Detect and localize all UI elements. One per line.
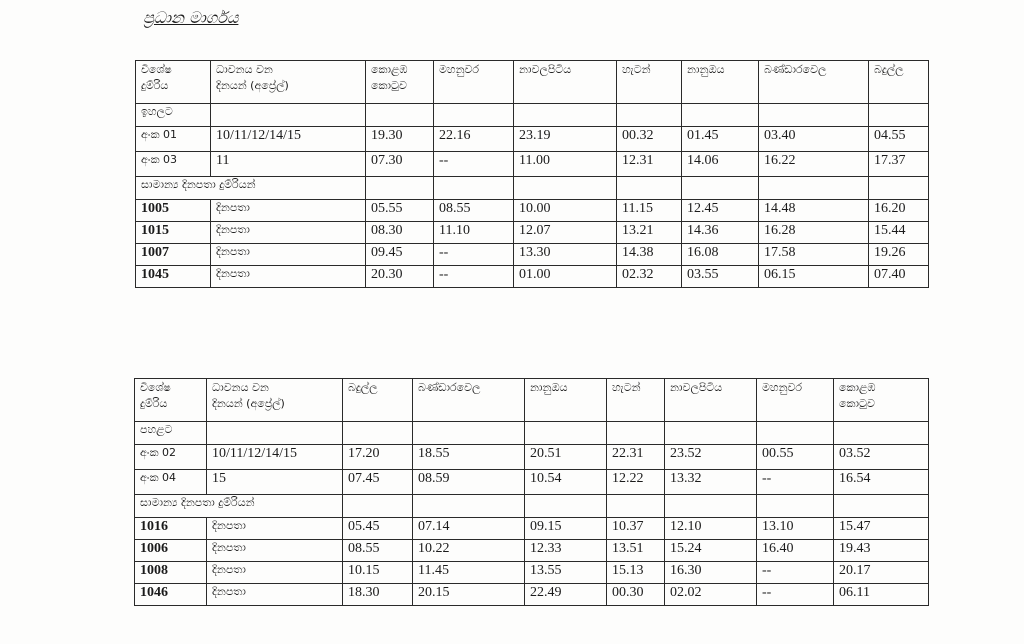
time-cell: 13.51 (607, 540, 665, 562)
time-cell: 14.06 (682, 152, 759, 177)
time-cell: 22.49 (525, 584, 607, 606)
run-days: දිනපතා (211, 200, 366, 222)
train-number: 1015 (136, 222, 211, 244)
time-cell: 11.00 (514, 152, 617, 177)
time-cell: 13.32 (665, 470, 757, 495)
time-cell: 06.15 (759, 266, 869, 288)
time-cell: 13.55 (525, 562, 607, 584)
header-cell (136, 61, 211, 104)
header-cell (525, 379, 607, 422)
time-cell: 05.55 (366, 200, 434, 222)
time-cell: 15.47 (834, 518, 929, 540)
empty-cell (366, 177, 434, 200)
empty-cell (665, 495, 757, 518)
time-cell: -- (757, 562, 834, 584)
daily-train-row (136, 266, 929, 288)
daily-train-row (136, 244, 929, 266)
daily-train-row (135, 540, 929, 562)
time-cell: -- (434, 244, 514, 266)
time-cell: 13.30 (514, 244, 617, 266)
run-dates: 10/11/12/14/15 (207, 445, 343, 470)
time-cell: 14.38 (617, 244, 682, 266)
time-cell: 04.55 (869, 127, 929, 152)
special-train-row (136, 127, 929, 152)
daily-label: සාමාන්‍ය දිනපතා දුම්රියන් (135, 495, 343, 518)
header-cell (211, 61, 366, 104)
time-cell: 02.32 (617, 266, 682, 288)
header-cell (413, 379, 525, 422)
train-number: 1007 (136, 244, 211, 266)
header-cell (834, 379, 929, 422)
train-number: 1006 (135, 540, 207, 562)
time-cell: 19.43 (834, 540, 929, 562)
time-cell: 16.40 (757, 540, 834, 562)
empty-cell (607, 495, 665, 518)
header-line: බදුල්ල (874, 63, 904, 76)
time-cell: 20.15 (413, 584, 525, 606)
time-cell: 14.48 (759, 200, 869, 222)
empty-cell (834, 422, 929, 445)
time-cell: 12.31 (617, 152, 682, 177)
empty-cell (514, 104, 617, 127)
header-line: කොළඹ (371, 63, 408, 76)
header-row (135, 379, 929, 422)
run-dates: 11 (211, 152, 366, 177)
time-cell: -- (757, 470, 834, 495)
empty-cell (834, 495, 929, 518)
time-cell: 19.30 (366, 127, 434, 152)
header-line: විශේෂ (141, 63, 172, 76)
special-train-row (135, 470, 929, 495)
header-line: දිනයන් (අප්‍රේල්) (216, 79, 289, 92)
time-cell: 10.54 (525, 470, 607, 495)
time-cell: 07.45 (343, 470, 413, 495)
time-cell: 00.32 (617, 127, 682, 152)
time-cell: 03.52 (834, 445, 929, 470)
empty-cell (607, 422, 665, 445)
train-number: 1008 (135, 562, 207, 584)
header-line: මහනුවර (762, 381, 803, 394)
time-cell: 20.17 (834, 562, 929, 584)
header-cell (757, 379, 834, 422)
header-line: නාවලපිටිය (519, 63, 572, 76)
time-cell: 15.24 (665, 540, 757, 562)
train-number: 1016 (135, 518, 207, 540)
daily-train-row (136, 200, 929, 222)
time-cell: 07.40 (869, 266, 929, 288)
run-dates: 10/11/12/14/15 (211, 127, 366, 152)
empty-cell (434, 104, 514, 127)
empty-cell (343, 495, 413, 518)
time-cell: 19.26 (869, 244, 929, 266)
empty-cell (413, 422, 525, 445)
header-cell (343, 379, 413, 422)
time-cell: 16.30 (665, 562, 757, 584)
time-cell: 03.40 (759, 127, 869, 152)
daily-label-row (135, 495, 929, 518)
empty-cell (757, 422, 834, 445)
train-number: අංක 04 (135, 470, 207, 495)
empty-cell (343, 422, 413, 445)
daily-train-row (135, 518, 929, 540)
empty-cell (869, 177, 929, 200)
time-cell: 08.30 (366, 222, 434, 244)
train-number: අංක 01 (136, 127, 211, 152)
time-cell: 18.55 (413, 445, 525, 470)
header-line: දුම්රිය (141, 79, 169, 92)
run-days: දිනපතා (211, 222, 366, 244)
header-line: දුම්රිය (140, 397, 168, 410)
time-cell: 05.45 (343, 518, 413, 540)
time-cell: 12.07 (514, 222, 617, 244)
time-cell: 08.55 (343, 540, 413, 562)
empty-cell (665, 422, 757, 445)
header-cell (514, 61, 617, 104)
empty-cell (869, 104, 929, 127)
header-cell (869, 61, 929, 104)
page-title: ප්‍රධාන මාර්ගය (143, 8, 239, 27)
run-days: දිනපතා (207, 562, 343, 584)
header-cell (682, 61, 759, 104)
run-days: දිනපතා (207, 518, 343, 540)
time-cell: 10.00 (514, 200, 617, 222)
daily-label-row (136, 177, 929, 200)
header-line: දිනයන් (අප්‍රේල්) (212, 397, 285, 410)
run-dates: 15 (207, 470, 343, 495)
empty-cell (514, 177, 617, 200)
train-number: 1045 (136, 266, 211, 288)
header-line: හැටන් (612, 381, 641, 394)
empty-cell (525, 495, 607, 518)
time-cell: 20.30 (366, 266, 434, 288)
header-cell (759, 61, 869, 104)
run-days: දිනපතා (207, 540, 343, 562)
time-cell: 11.45 (413, 562, 525, 584)
time-cell: 16.28 (759, 222, 869, 244)
daily-train-row (136, 222, 929, 244)
time-cell: 02.02 (665, 584, 757, 606)
header-line: කොළඹ (839, 381, 876, 394)
time-cell: 16.54 (834, 470, 929, 495)
time-cell: 12.45 (682, 200, 759, 222)
run-days: දිනපතා (211, 244, 366, 266)
header-line: කොටුව (839, 397, 875, 410)
empty-cell (617, 104, 682, 127)
time-cell: 17.58 (759, 244, 869, 266)
time-cell: 16.22 (759, 152, 869, 177)
time-cell: 22.31 (607, 445, 665, 470)
time-cell: 08.55 (434, 200, 514, 222)
time-cell: 16.08 (682, 244, 759, 266)
header-cell (665, 379, 757, 422)
empty-cell (617, 177, 682, 200)
header-cell (207, 379, 343, 422)
time-cell: 09.15 (525, 518, 607, 540)
train-number: අංක 03 (136, 152, 211, 177)
header-cell (135, 379, 207, 422)
empty-cell (525, 422, 607, 445)
empty-cell (207, 422, 343, 445)
header-cell (366, 61, 434, 104)
daily-label: සාමාන්‍ය දිනපතා දුම්රියන් (136, 177, 366, 200)
time-cell: 15.44 (869, 222, 929, 244)
time-cell: 00.30 (607, 584, 665, 606)
direction-row (135, 422, 929, 445)
direction-row (136, 104, 929, 127)
downward-timetable (134, 378, 929, 606)
header-cell (434, 61, 514, 104)
empty-cell (759, 104, 869, 127)
time-cell: -- (434, 152, 514, 177)
special-train-row (136, 152, 929, 177)
time-cell: 23.19 (514, 127, 617, 152)
train-number: අංක 02 (135, 445, 207, 470)
time-cell: 23.52 (665, 445, 757, 470)
empty-cell (759, 177, 869, 200)
header-line: නානුඔය (530, 381, 568, 394)
time-cell: 07.30 (366, 152, 434, 177)
time-cell: 22.16 (434, 127, 514, 152)
time-cell: -- (757, 584, 834, 606)
empty-cell (682, 104, 759, 127)
empty-cell (366, 104, 434, 127)
time-cell: 16.20 (869, 200, 929, 222)
header-line: මහනුවර (439, 63, 480, 76)
time-cell: 06.11 (834, 584, 929, 606)
run-days: දිනපතා (207, 584, 343, 606)
time-cell: 01.45 (682, 127, 759, 152)
time-cell: 12.22 (607, 470, 665, 495)
header-line: විශේෂ (140, 381, 171, 394)
header-line: ධාවනය වන (216, 63, 273, 76)
time-cell: 03.55 (682, 266, 759, 288)
time-cell: 11.10 (434, 222, 514, 244)
header-row (136, 61, 929, 104)
time-cell: 10.22 (413, 540, 525, 562)
header-cell (617, 61, 682, 104)
special-train-row (135, 445, 929, 470)
time-cell: 17.37 (869, 152, 929, 177)
header-cell (607, 379, 665, 422)
time-cell: 08.59 (413, 470, 525, 495)
time-cell: 18.30 (343, 584, 413, 606)
empty-cell (413, 495, 525, 518)
header-line: බණ්ඩාරවෙල (764, 63, 827, 76)
time-cell: 11.15 (617, 200, 682, 222)
time-cell: 00.55 (757, 445, 834, 470)
upward-timetable (135, 60, 929, 288)
empty-cell (682, 177, 759, 200)
time-cell: 12.33 (525, 540, 607, 562)
time-cell: 14.36 (682, 222, 759, 244)
time-cell: 07.14 (413, 518, 525, 540)
train-number: 1046 (135, 584, 207, 606)
time-cell: 20.51 (525, 445, 607, 470)
direction-label: ඉහලට (136, 104, 211, 127)
empty-cell (757, 495, 834, 518)
header-line: හැටන් (622, 63, 651, 76)
header-line: නාවලපිටිය (670, 381, 723, 394)
direction-label: පහළට (135, 422, 207, 445)
header-line: බණ්ඩාරවෙල (418, 381, 481, 394)
time-cell: 10.15 (343, 562, 413, 584)
daily-train-row (135, 562, 929, 584)
time-cell: 01.00 (514, 266, 617, 288)
header-line: බදුල්ල (348, 381, 378, 394)
train-number: 1005 (136, 200, 211, 222)
time-cell: 09.45 (366, 244, 434, 266)
empty-cell (434, 177, 514, 200)
time-cell: -- (434, 266, 514, 288)
run-days: දිනපතා (211, 266, 366, 288)
time-cell: 12.10 (665, 518, 757, 540)
daily-train-row (135, 584, 929, 606)
header-line: කොටුව (371, 79, 407, 92)
time-cell: 13.21 (617, 222, 682, 244)
time-cell: 13.10 (757, 518, 834, 540)
time-cell: 15.13 (607, 562, 665, 584)
header-line: ධාවනය වන (212, 381, 269, 394)
time-cell: 10.37 (607, 518, 665, 540)
header-line: නානුඔය (687, 63, 725, 76)
time-cell: 17.20 (343, 445, 413, 470)
empty-cell (211, 104, 366, 127)
